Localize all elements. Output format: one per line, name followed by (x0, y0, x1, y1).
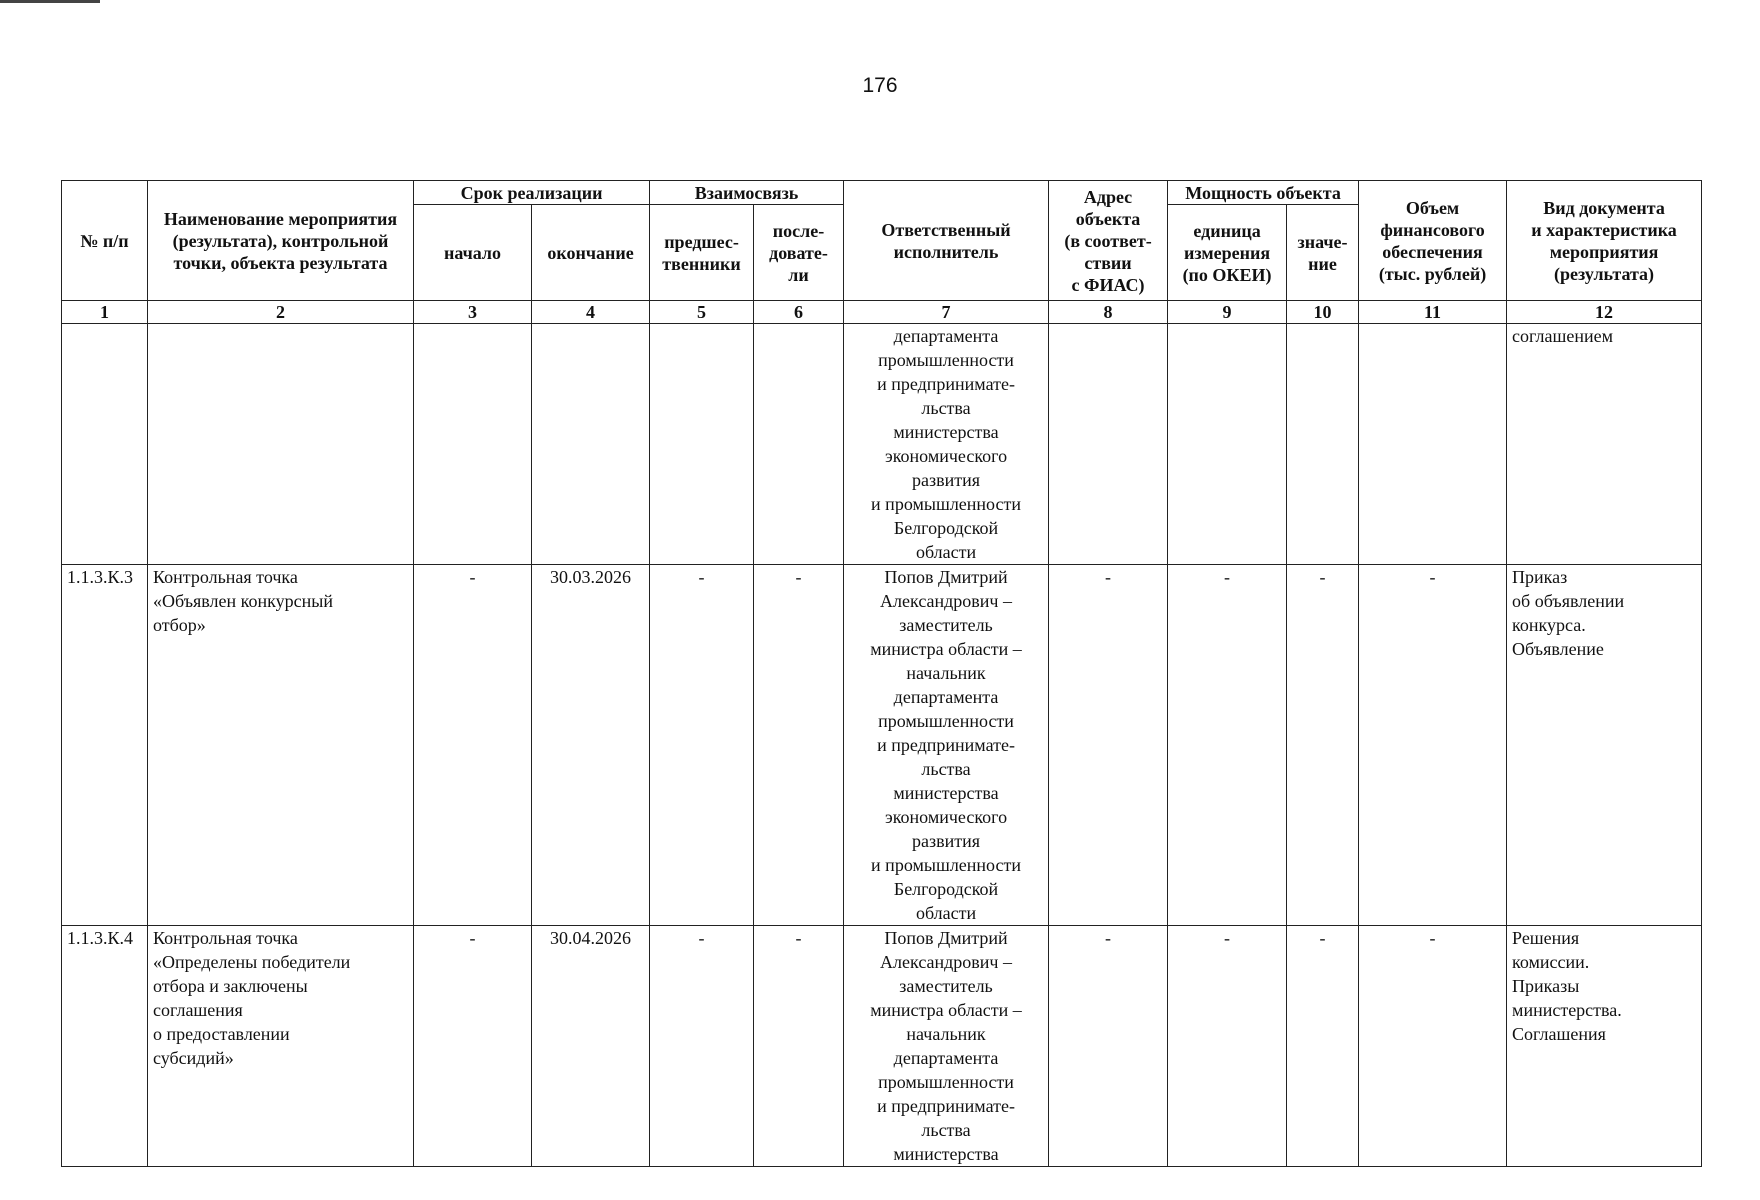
cell-successors (754, 324, 844, 565)
column-number: 11 (1359, 301, 1507, 324)
cell-unit: - (1168, 926, 1287, 1167)
column-number: 12 (1507, 301, 1702, 324)
header-predecessors: предшес- твенники (650, 205, 754, 301)
header-start: начало (414, 205, 532, 301)
cell-successors: - (754, 926, 844, 1167)
column-number: 9 (1168, 301, 1287, 324)
column-number: 6 (754, 301, 844, 324)
cell-name: Контрольная точка «Объявлен конкурсный отбор» (148, 565, 414, 926)
cell-unit (1168, 324, 1287, 565)
cell-responsible: Попов Дмитрий Александрович – заместитель министра области – начальник департамента промышленности и предпринимате- льства министерства экономического развития и промышленности Белгородской области (844, 565, 1049, 926)
header-finance: Объем финансового обеспечения (тыс. рублей) (1359, 181, 1507, 301)
column-number: 3 (414, 301, 532, 324)
table-row (62, 324, 1702, 565)
table-row (62, 926, 1702, 1167)
header-name: Наименование мероприятия (результата), контрольной точки, объекта результата (148, 181, 414, 301)
header-period: Срок реализации (414, 181, 650, 205)
cell-finance: - (1359, 565, 1507, 926)
column-number: 7 (844, 301, 1049, 324)
cell-end: 30.04.2026 (532, 926, 650, 1167)
cell-start: - (414, 565, 532, 926)
header-responsible: Ответственный исполнитель (844, 181, 1049, 301)
cell-start: - (414, 926, 532, 1167)
cell-value: - (1287, 565, 1359, 926)
cell-address: - (1049, 926, 1168, 1167)
cell-num: 1.1.3.К.3 (62, 565, 148, 926)
cell-finance: - (1359, 926, 1507, 1167)
header-unit: единица измерения (по ОКЕИ) (1168, 205, 1287, 301)
cell-address (1049, 324, 1168, 565)
cell-value (1287, 324, 1359, 565)
cell-finance (1359, 324, 1507, 565)
cell-value: - (1287, 926, 1359, 1167)
cell-doc: Приказ об объявлении конкурса. Объявление (1507, 565, 1702, 926)
cell-responsible: Попов Дмитрий Александрович – заместитель министра области – начальник департамента промышленности и предпринимате- льства министерства (844, 926, 1049, 1167)
header-relation: Взаимосвязь (650, 181, 844, 205)
column-number: 1 (62, 301, 148, 324)
header-doc: Вид документа и характеристика мероприятия (результата) (1507, 181, 1702, 301)
header-num: № п/п (62, 181, 148, 301)
cell-responsible: департамента промышленности и предпринимате- льства министерства экономического развития и промышленности Белгородской области (844, 324, 1049, 565)
cell-predecessors: - (650, 926, 754, 1167)
plan-table (61, 180, 1702, 1167)
header-value: значе- ние (1287, 205, 1359, 301)
column-number: 2 (148, 301, 414, 324)
cell-name: Контрольная точка «Определены победители отбора и заключены соглашения о предоставлении субсидий» (148, 926, 414, 1167)
cell-end: 30.03.2026 (532, 565, 650, 926)
cell-unit: - (1168, 565, 1287, 926)
header-capacity: Мощность объекта (1168, 181, 1359, 205)
cell-start (414, 324, 532, 565)
table-row (62, 565, 1702, 926)
header-successors: после- довате- ли (754, 205, 844, 301)
page-number: 176 (862, 74, 898, 97)
cell-predecessors (650, 324, 754, 565)
cell-num (62, 324, 148, 565)
cell-end (532, 324, 650, 565)
cell-name (148, 324, 414, 565)
header-address: Адрес объекта (в соответ- ствии с ФИАС) (1049, 181, 1168, 301)
column-number-row (62, 301, 1702, 324)
column-number: 8 (1049, 301, 1168, 324)
cell-predecessors: - (650, 565, 754, 926)
header-end: окончание (532, 205, 650, 301)
column-number: 10 (1287, 301, 1359, 324)
scan-artifact-line (0, 0, 100, 3)
cell-num: 1.1.3.К.4 (62, 926, 148, 1167)
column-number: 5 (650, 301, 754, 324)
cell-address: - (1049, 565, 1168, 926)
column-number: 4 (532, 301, 650, 324)
cell-doc: Решения комиссии. Приказы министерства. Соглашения (1507, 926, 1702, 1167)
cell-doc: соглашением (1507, 324, 1702, 565)
cell-successors: - (754, 565, 844, 926)
